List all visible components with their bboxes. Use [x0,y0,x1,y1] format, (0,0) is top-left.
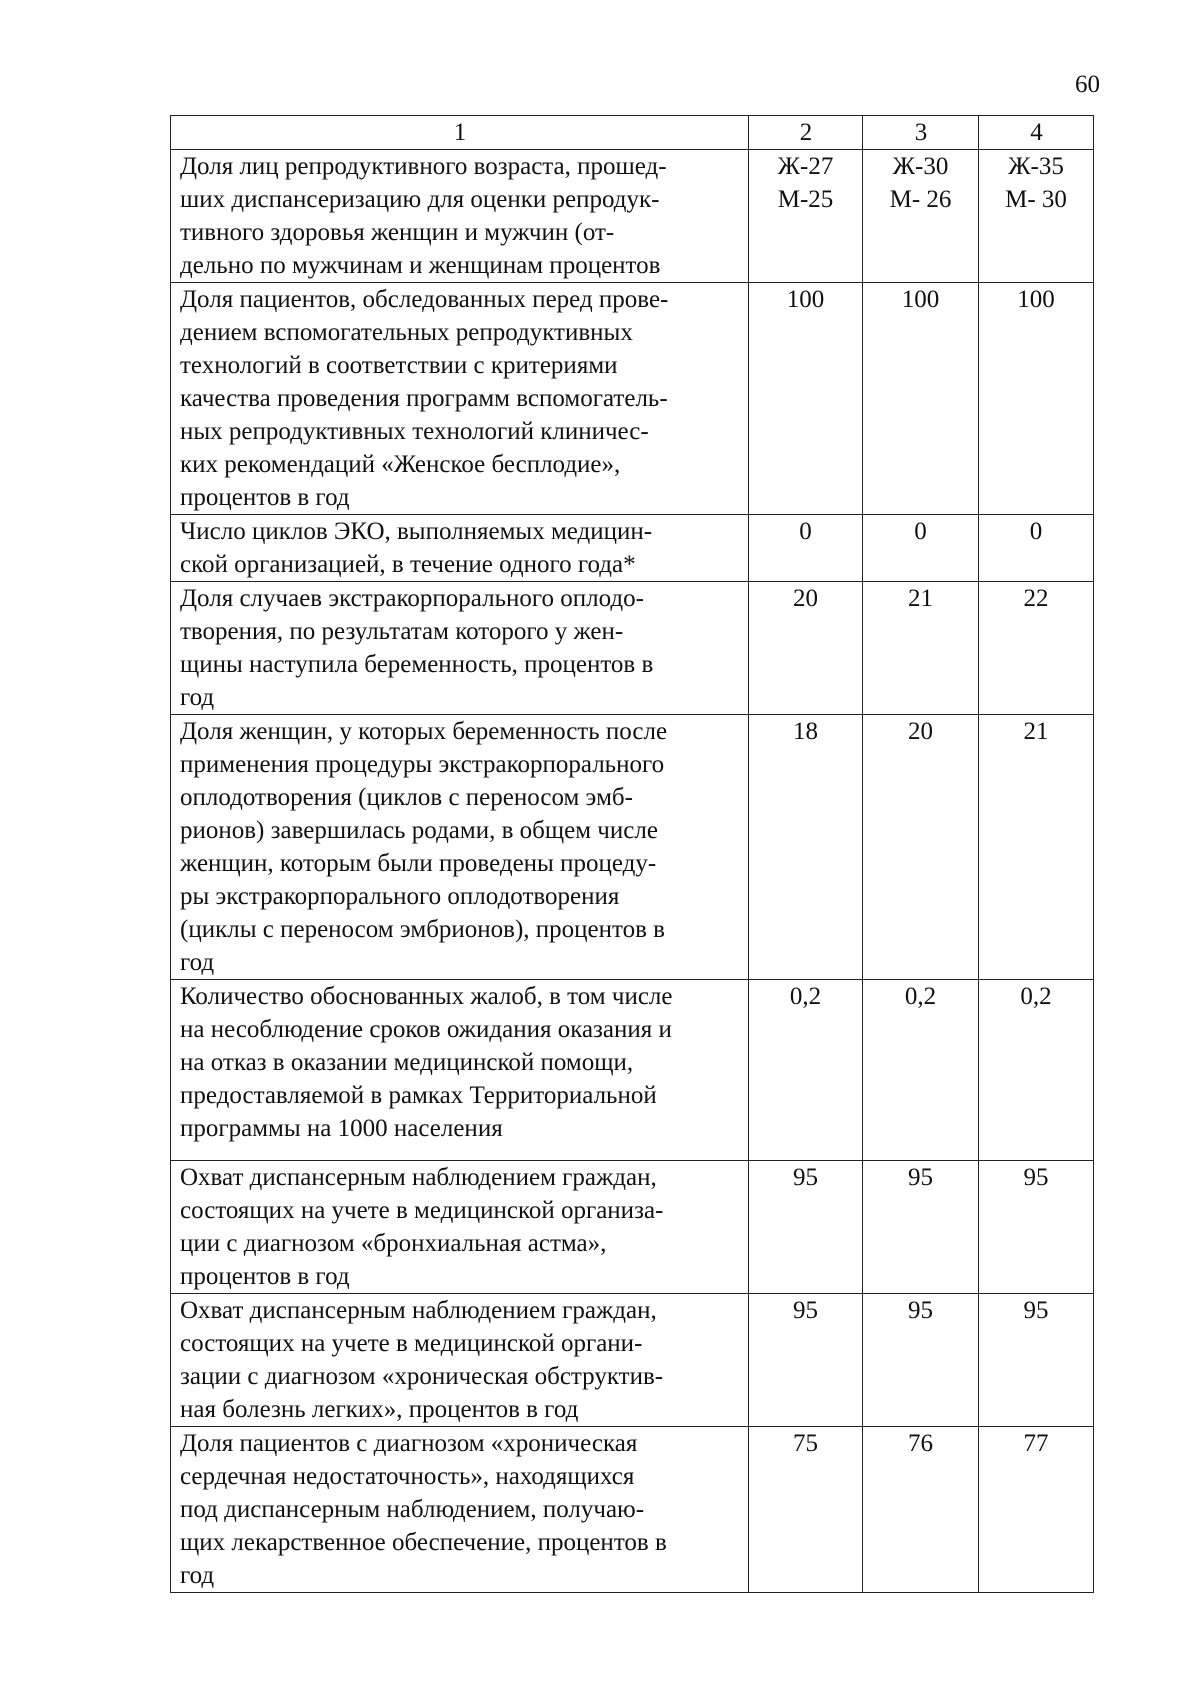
description-line: ры экстракорпорального оплодотворения [180,883,620,910]
table-row [171,1294,1094,1427]
description-line: женщин, которым были проведены процеду- [180,850,657,877]
indicator-description [171,980,749,1161]
value-line: 95 [908,1164,933,1191]
value-cell-col-2 [749,1294,863,1427]
description-line: Доля пациентов, обследованных перед прове- [180,286,669,313]
description-line: Доля лиц репродуктивного возраста, прошед- [180,153,667,180]
value-cell-col-4 [979,283,1094,515]
description-line: дельно по мужчинам и женщинам процентов [180,252,661,279]
description-line: применения процедуры экстракорпорального [180,751,665,778]
description-line: творения, по результатам которого у жен- [180,618,624,645]
description-line: ких рекомендаций «Женское бесплодие», [180,451,621,478]
description-line: щины наступила беременность, процентов в [180,651,654,678]
description-line: под диспансерным наблюдением, получаю- [180,1496,645,1523]
value-line: Ж-27 [777,153,834,180]
description-line: ской организацией, в течение одного года* [180,551,636,578]
value-line: 95 [1023,1164,1049,1191]
value-cell-col-4 [979,582,1094,715]
description-line: год [180,1562,215,1589]
column-header-4: 4 [979,116,1094,150]
value-line: 100 [786,286,825,313]
value-line: 21 [1023,718,1049,745]
value-cell-col-4 [979,715,1094,980]
description-line: год [180,949,215,976]
value-line: 95 [908,1297,933,1324]
description-line: Количество обоснованных жалоб, в том числе [180,983,673,1010]
value-line: 95 [793,1297,818,1324]
description-line: оплодотворения (циклов с переносом эмб- [180,784,633,811]
value-line: 100 [1017,286,1055,313]
indicators-table [170,115,1094,1593]
description-line: рионов) завершилась родами, в общем числе [180,817,658,844]
value-cell-col-4 [979,515,1094,582]
value-cell-col-2 [749,283,863,515]
page-number: 60 [1075,71,1100,98]
value-line: М- 30 [1005,186,1067,213]
description-line: Охват диспансерным наблюдением граждан, [180,1164,657,1191]
table-header-row [171,116,1094,150]
column-header-2: 2 [749,116,863,150]
value-line: 20 [908,718,933,745]
description-line: дением вспомогательных репродуктивных [180,319,633,346]
table-row [171,715,1094,980]
description-line: Число циклов ЭКО, выполняемых медицин- [180,518,653,545]
value-line: 0 [799,518,812,545]
value-cell-col-2 [749,582,863,715]
value-line: 75 [793,1430,818,1457]
value-line: 18 [793,718,818,745]
description-line: технологий в соответствии с критериями [180,352,618,379]
table-row [171,283,1094,515]
indicator-description [171,582,749,715]
value-cell-col-3 [863,1161,979,1294]
table-body [171,150,1094,1593]
indicator-description [171,1161,749,1294]
value-cell-col-3 [863,715,979,980]
description-line: (циклы с переносом эмбрионов), процентов в [180,916,665,943]
column-header-3: 3 [863,116,979,150]
value-cell-col-4 [979,1427,1094,1593]
description-line: тивного здоровья женщин и мужчин (от- [180,219,615,246]
value-cell-col-2 [749,1161,863,1294]
description-line: год [180,684,215,711]
indicator-description [171,515,749,582]
description-line: предоставляемой в рамках Территориальной [180,1082,657,1109]
value-cell-col-3 [863,283,979,515]
value-cell-col-4 [979,150,1094,283]
description-line: ная болезнь легких», процентов в год [180,1396,579,1423]
description-line: качества проведения программ вспомогатель- [180,385,668,412]
value-line: 100 [901,286,940,313]
description-line: сердечная недостаточность», находящихся [180,1463,635,1490]
value-line: 22 [1023,585,1049,612]
value-cell-col-3 [863,515,979,582]
description-line: состоящих на учете в медицинской органи- [180,1330,643,1357]
indicator-description [171,715,749,980]
value-line: 21 [908,585,933,612]
table-row [171,1161,1094,1294]
description-line: программы на 1000 населения [180,1115,503,1142]
table-row [171,515,1094,582]
table-row [171,980,1094,1161]
indicator-description [171,150,749,283]
value-cell-col-2 [749,515,863,582]
value-line: М-25 [777,186,834,213]
description-line: ных репродуктивных технологий клиничес- [180,418,649,445]
value-cell-col-3 [863,980,979,1161]
description-line: состоящих на учете в медицинской организа- [180,1197,664,1224]
description-line: процентов в год [180,484,350,511]
description-line: Доля пациентов с диагнозом «хроническая [180,1430,638,1457]
description-line: на отказ в оказании медицинской помощи, [180,1049,634,1076]
value-line: 0,2 [1020,983,1052,1010]
description-line: зации с диагнозом «хроническая обструктив- [180,1363,664,1390]
value-cell-col-4 [979,1161,1094,1294]
table-row [171,1427,1094,1593]
value-cell-col-3 [863,582,979,715]
value-line: 0,2 [789,983,822,1010]
table-row [171,582,1094,715]
value-line: 77 [1023,1430,1049,1457]
indicator-description [171,1294,749,1427]
description-line: ции с диагнозом «бронхиальная астма», [180,1230,607,1257]
description-line: Доля женщин, у которых беременность после [180,718,668,745]
description-line: на несоблюдение сроков ожидания оказания и [180,1016,672,1043]
value-line: 0 [914,518,927,545]
value-line: 0,2 [904,983,937,1010]
value-cell-col-2 [749,1427,863,1593]
value-cell-col-2 [749,150,863,283]
value-cell-col-3 [863,1427,979,1593]
indicator-description [171,1427,749,1593]
value-line: 76 [908,1430,933,1457]
column-header-1: 1 [171,116,749,150]
value-line: Ж-30 [892,153,949,180]
table-row [171,150,1094,283]
value-line: Ж-35 [1008,153,1064,180]
description-line: Охват диспансерным наблюдением граждан, [180,1297,657,1324]
indicator-description [171,283,749,515]
value-cell-col-3 [863,150,979,283]
value-line: 0 [1029,518,1043,545]
description-line: процентов в год [180,1263,350,1290]
value-line: 95 [793,1164,818,1191]
value-cell-col-3 [863,1294,979,1427]
value-line: 95 [1023,1297,1049,1324]
description-line: Доля случаев экстракорпорального оплодо- [180,585,644,612]
value-line: 20 [793,585,818,612]
value-cell-col-4 [979,1294,1094,1427]
value-cell-col-4 [979,980,1094,1161]
description-line: щих лекарственное обеспечение, процентов в [180,1529,667,1556]
value-line: М- 26 [889,186,952,213]
value-cell-col-2 [749,715,863,980]
value-cell-col-2 [749,980,863,1161]
description-line: ших диспансеризацию для оценки репродук- [180,186,660,213]
